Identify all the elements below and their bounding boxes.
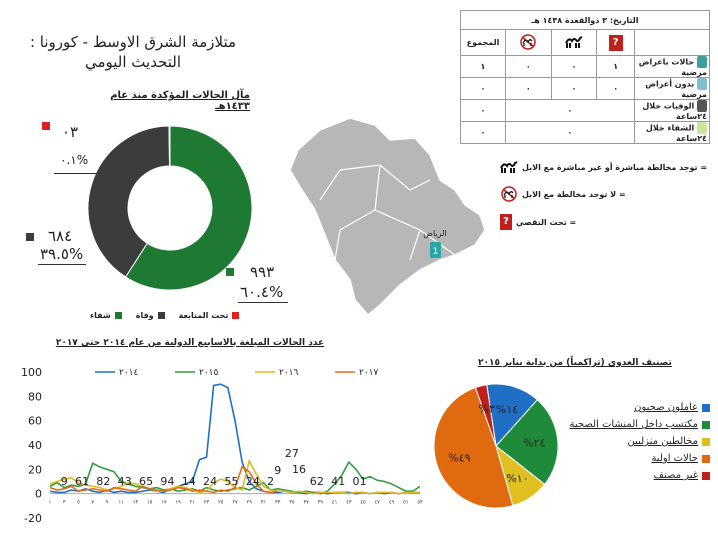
point-label: 1 <box>82 475 90 489</box>
point-label: 4 <box>252 475 260 489</box>
x-tick: ١١ <box>118 499 124 506</box>
row3-label: الوفيات خلال ٢٤ساعة <box>635 100 710 122</box>
x-tick: ٤١ <box>331 499 338 506</box>
x-tick: ٥ <box>77 499 80 506</box>
camel-col-icon <box>551 30 597 56</box>
x-tick: ٢٣ <box>203 499 210 506</box>
x-tick: ٤٧ <box>374 499 380 506</box>
map-legend-question: = تحت التقصي ? <box>500 214 712 230</box>
question-icon: ? <box>500 214 512 230</box>
x-tick: ٩ <box>105 499 109 506</box>
death-underline <box>38 264 86 265</box>
pie-legend-0: عاملون صحيون <box>560 402 710 413</box>
monitor-count: ٠٣ <box>62 123 79 141</box>
x-tick: ٣٣ <box>275 499 281 506</box>
row1-c3: ٠ <box>506 56 552 78</box>
point-label: 9 <box>160 475 168 489</box>
x-tick: ٧ <box>91 499 95 506</box>
pie-label-4: %٣ <box>478 402 495 416</box>
death-pct: %٣٩.٥ <box>40 245 84 263</box>
point-label: 16 <box>292 462 307 476</box>
point-label: 4 <box>210 475 218 489</box>
point-label: 5 <box>224 475 232 489</box>
death-count: ٦٨٤ <box>48 227 73 245</box>
x-tick: ١٩ <box>175 499 181 506</box>
row3-total: ٠ <box>461 100 506 122</box>
x-tick: ٣٥ <box>289 499 295 506</box>
map-legend-camel: = توجد مخالطة مباشرة أو غير مباشرة مع الابل <box>500 160 712 174</box>
line-chart-title: عدد الحالات المبلغة بالاسابيع الدولية من عام ٢٠١٤ حتى ٢٠١٧ <box>55 338 325 348</box>
monitor-underline <box>54 173 100 174</box>
y-tick: 60 <box>28 414 42 428</box>
pie-legend-4: غير مصنف <box>560 470 710 481</box>
legend-death: وفاة <box>136 311 165 320</box>
donut-slice-2 <box>169 126 170 166</box>
y-tick: 40 <box>28 439 42 452</box>
point-label: 1 <box>338 475 346 489</box>
pie-legend-3: حالات اولية <box>560 453 710 464</box>
x-tick: ٤٥ <box>360 499 366 506</box>
x-tick: ٤٣ <box>346 499 352 506</box>
row2-c1: ٠ <box>597 78 635 100</box>
map-legend-no-camel: = لا توجد مخالطة مع الابل <box>500 186 712 202</box>
x-tick: ١٧ <box>161 499 167 506</box>
y-tick: -20 <box>24 512 42 525</box>
y-tick: 0 <box>35 487 42 501</box>
point-label: 4 <box>167 475 175 489</box>
point-label: 27 <box>284 447 299 461</box>
pie-chart <box>432 370 562 520</box>
donut-legend <box>90 311 239 320</box>
point-label: 6 <box>139 475 146 489</box>
legend-monitor: تحت المتابعة <box>179 311 240 320</box>
saudi-map <box>280 110 500 320</box>
page-title-line1: متلازمة الشرق الاوسط - كورونا : <box>29 33 237 51</box>
x-tick: ٥٣ <box>417 499 423 506</box>
point-label: 3 <box>124 475 132 489</box>
x-tick: ٤٩ <box>388 499 395 506</box>
row1-c1: ١ <box>597 56 635 78</box>
point-label: 8 <box>96 475 104 489</box>
row1-total: ١ <box>461 56 506 78</box>
recover-marker <box>226 268 234 276</box>
y-tick: 80 <box>28 390 42 404</box>
x-tick: ٣١ <box>260 499 267 506</box>
legend-label-3: ٢٠١٧ <box>359 368 379 378</box>
map-legend <box>500 160 712 230</box>
page-title <box>18 32 248 72</box>
point-label: 1 <box>359 475 367 489</box>
point-label: 6 <box>74 475 82 489</box>
table-date: التاريخ: ٣ ذوالقعدة ١٤٣٨ هـ <box>461 11 710 30</box>
point-label: 2 <box>203 475 211 489</box>
row4-span: ٠ <box>506 122 635 144</box>
legend-label-0: ٢٠١٤ <box>119 368 139 378</box>
monitor-pct: %٠.١ <box>60 153 89 167</box>
camel-icon <box>500 160 518 174</box>
x-tick: ١٥ <box>146 499 153 506</box>
map-shape <box>290 118 485 315</box>
x-tick: ٢٥ <box>218 499 224 506</box>
point-label: 4 <box>331 475 339 489</box>
point-label: 2 <box>103 475 111 489</box>
row2-c3: ٠ <box>506 78 552 100</box>
map-city-label: الرياض <box>423 229 447 238</box>
pie-label-1: %٢٤ <box>523 436 546 450</box>
x-tick: ٢٩ <box>246 499 252 506</box>
recover-pct: %٦٠.٤ <box>240 283 284 301</box>
row3-span: ٠ <box>506 100 635 122</box>
map-city-count: 1 <box>432 247 439 257</box>
pie-title: تصنيف العدوى (تراكمياً) من بداية يناير ٢٠١٥ <box>478 358 672 368</box>
pie-legend-1: مكتسب داخل المنشات الصحية <box>560 419 710 430</box>
legend-label-1: ٢٠١٥ <box>199 368 219 378</box>
row1-c2: ٠ <box>551 56 597 78</box>
x-tick: ٣٩ <box>317 499 324 506</box>
pie-label-0: %١٤ <box>495 403 519 417</box>
x-tick: ٢٧ <box>232 499 238 506</box>
question-col-icon: ? <box>597 30 635 56</box>
point-label: 2 <box>245 475 253 489</box>
point-label: 6 <box>309 475 317 489</box>
x-tick: ٣٧ <box>303 499 309 506</box>
x-tick: ٢١ <box>189 499 195 506</box>
row4-label: الشفاء خلال ٢٤ساعة <box>635 122 710 144</box>
y-tick: 20 <box>28 463 42 477</box>
y-tick: 100 <box>21 366 42 379</box>
line-chart <box>0 362 430 534</box>
x-tick: ١٣ <box>132 499 139 506</box>
point-label: 5 <box>231 475 239 489</box>
legend-recover: شفاء <box>90 311 122 320</box>
row1-label: حالات باعراض مرضية <box>635 56 710 78</box>
point-label: 2 <box>267 475 275 489</box>
pie-label-2: %١٠ <box>506 471 529 485</box>
point-label: 9 <box>274 464 282 478</box>
monitor-marker <box>42 122 50 130</box>
row4-total: ٠ <box>461 122 506 144</box>
x-tick: ٥١ <box>403 499 409 506</box>
pie-label-3: %٤٩ <box>448 451 471 465</box>
row2-label: بدون أعراض مرضية <box>635 78 710 100</box>
no-camel-icon <box>500 186 518 202</box>
pie-legend-2: مخالطين منزليين <box>560 436 710 447</box>
row2-c2: ٠ <box>551 78 597 100</box>
donut-title: مآل الحالات المؤكدة منذ عام ١٤٣٣هـ <box>110 90 250 112</box>
point-label: 1 <box>181 475 189 489</box>
point-label: 9 <box>60 475 68 489</box>
point-label: 5 <box>146 475 154 489</box>
point-label: 0 <box>352 475 360 489</box>
page-title-line2: التحديث اليومي <box>84 53 182 71</box>
pie-legend <box>560 402 710 481</box>
death-marker <box>26 233 34 241</box>
legend-label-2: ٢٠١٦ <box>279 368 299 378</box>
recover-count: ٩٩٣ <box>250 263 275 281</box>
total-header: المجموع <box>461 30 506 56</box>
point-label: 4 <box>188 475 196 489</box>
point-label: 2 <box>316 475 324 489</box>
x-tick: ٣ <box>62 499 66 506</box>
point-label: 4 <box>117 475 125 489</box>
row2-total: ٠ <box>461 78 506 100</box>
no-camel-col-icon <box>506 30 552 56</box>
x-tick: ١ <box>48 499 52 506</box>
